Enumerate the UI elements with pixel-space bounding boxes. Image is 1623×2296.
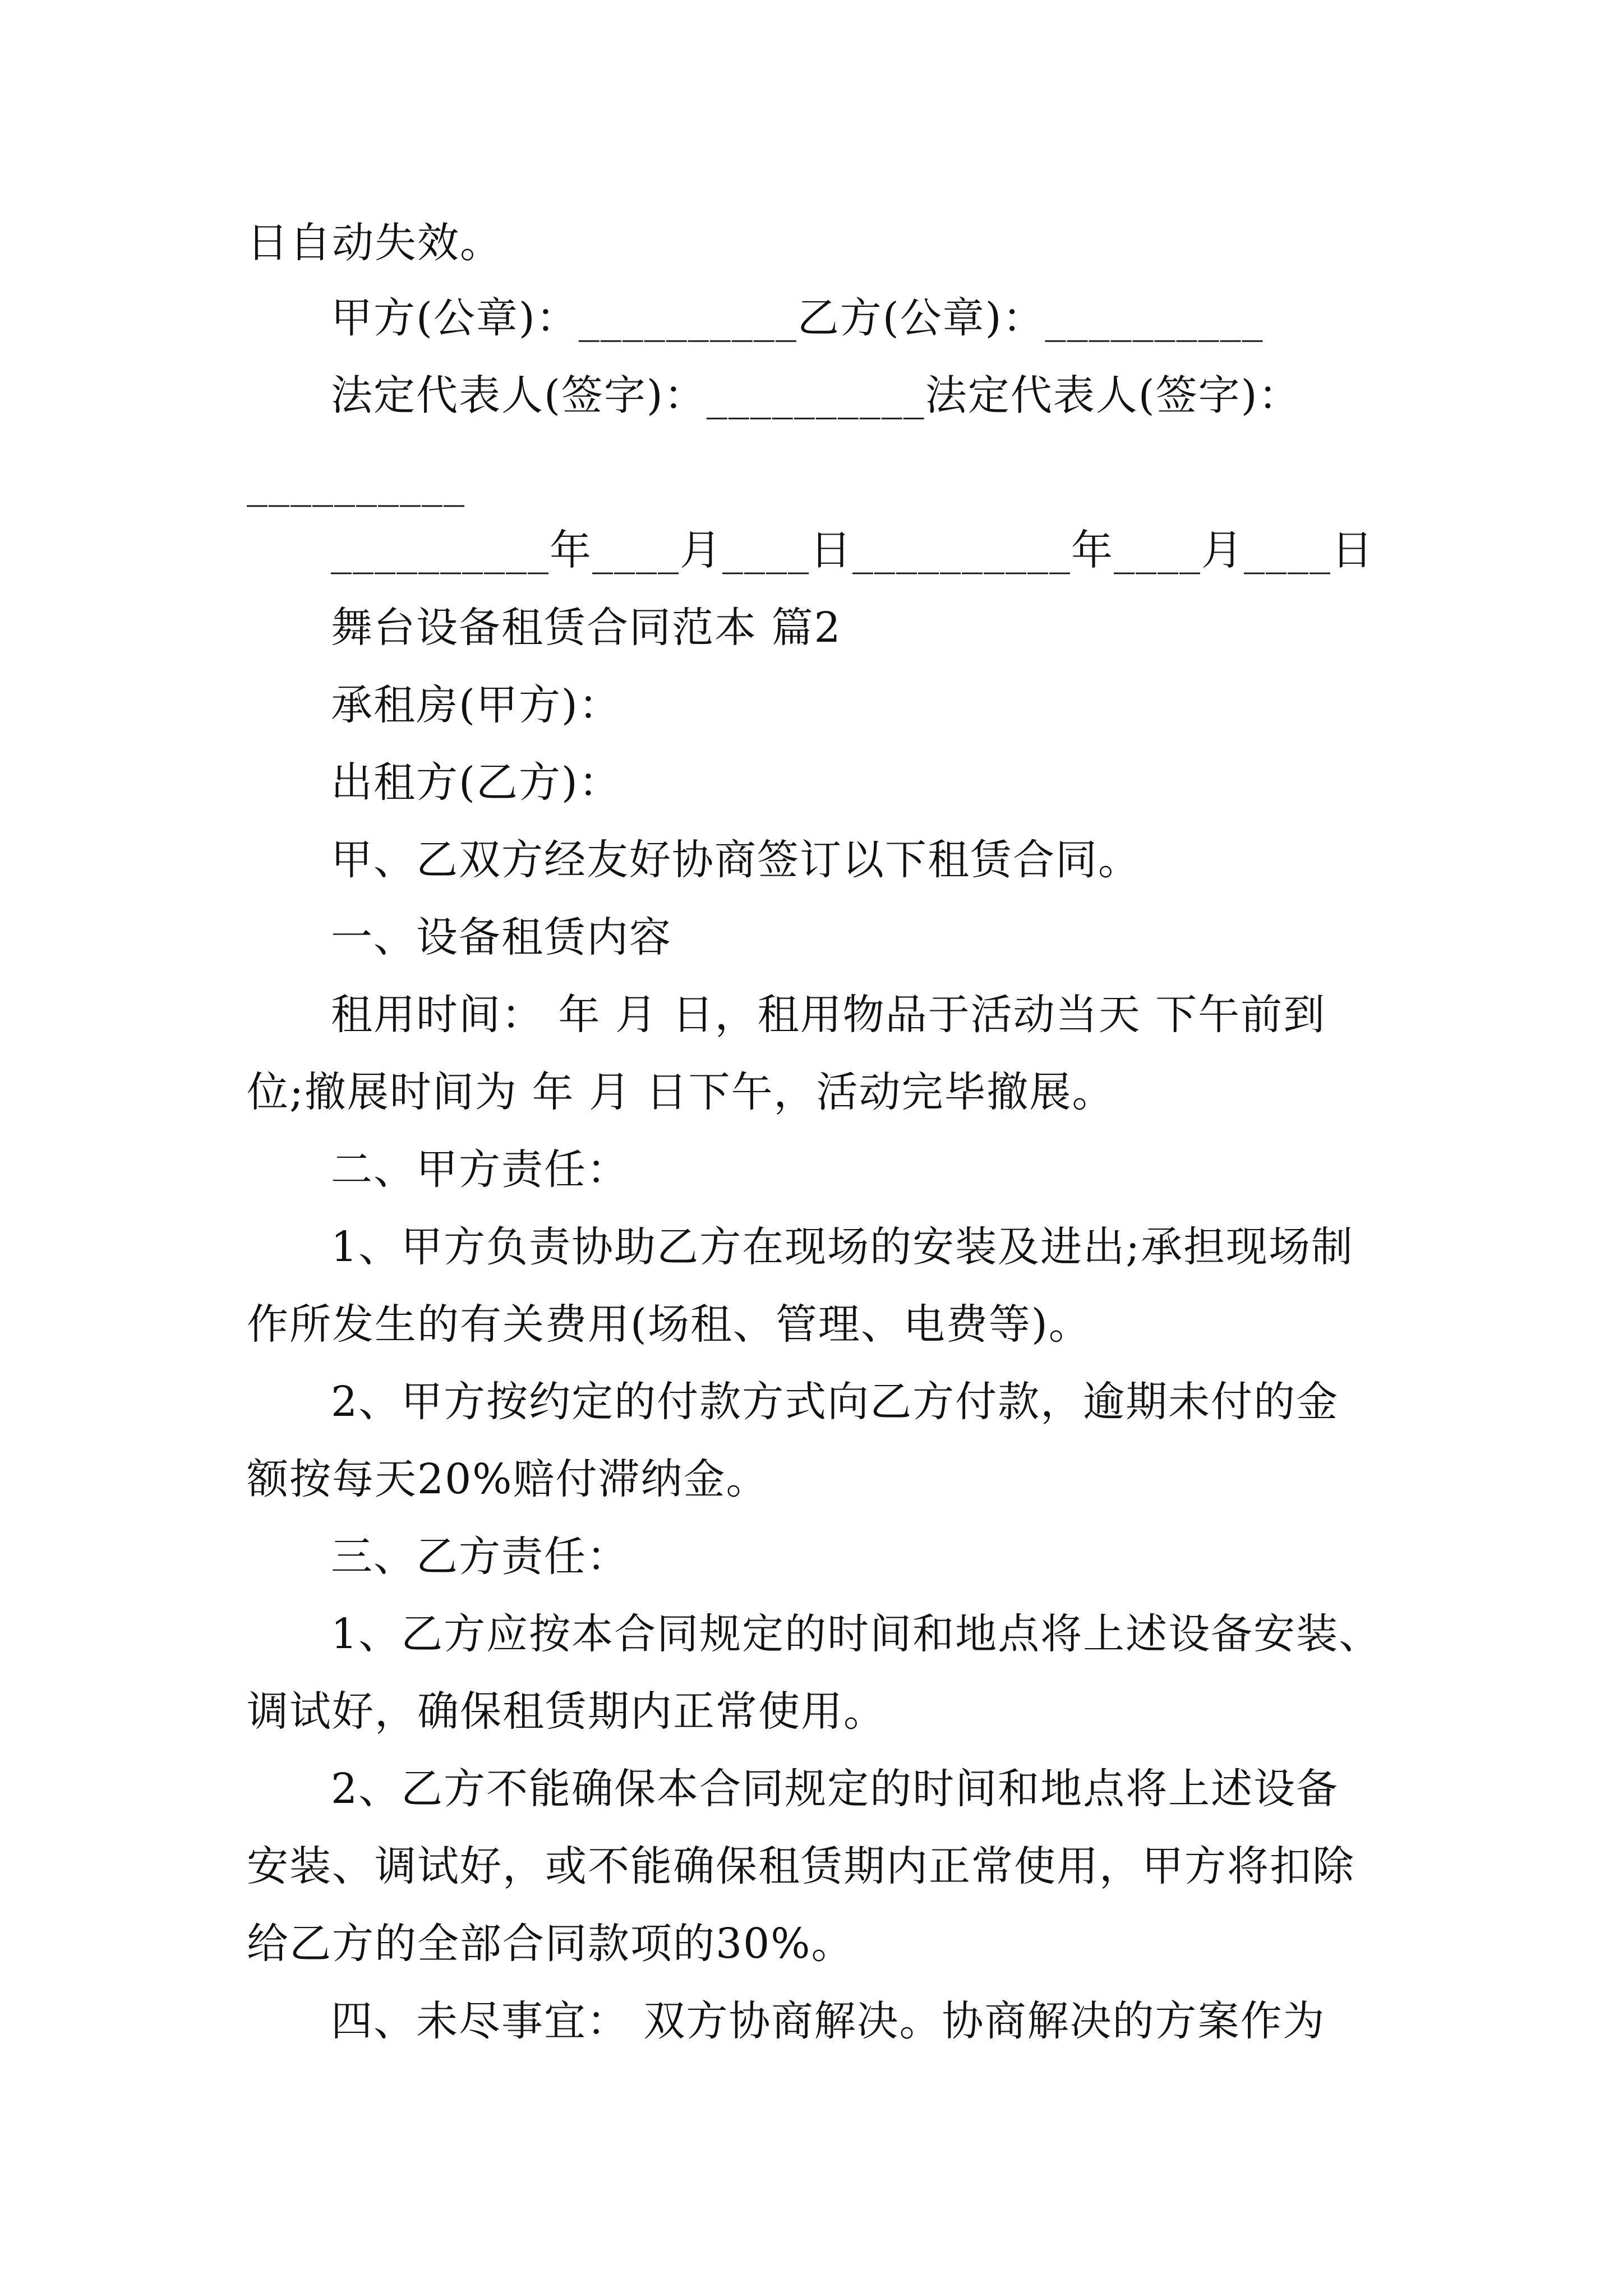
clause-heading-4: 四、未尽事宜： 双方协商解决。协商解决的方案作为 [331, 1997, 1326, 2045]
lessee-line: 承租房(甲方)： [331, 681, 621, 729]
clause-text: 作所发生的有关费用(场租、管理、电费等)。 [247, 1300, 1091, 1349]
agreement-intro: 甲、乙双方经友好协商签订以下租赁合同。 [331, 836, 1141, 884]
clause-heading-3: 三、乙方责任： [331, 1533, 629, 1581]
clause-heading-2: 二、甲方责任： [331, 1145, 629, 1194]
clause-text: 1、甲方负责协助乙方在现场的安装及进出;承担现场制 [331, 1223, 1354, 1271]
date-line: __________年____月____日__________年____月____日 [331, 526, 1374, 574]
clause-text: 给乙方的全部合同款项的30%。 [247, 1920, 854, 1968]
clause-text: 1、乙方应按本合同规定的时间和地点将上述设备安装、 [331, 1610, 1382, 1658]
lessor-line: 出租方(乙方)： [331, 758, 621, 807]
clause-text: 2、甲方按约定的付款方式向乙方付款，逾期未付的金 [331, 1378, 1339, 1426]
seal-line: 甲方(公章)：__________乙方(公章)：__________ [331, 294, 1264, 342]
clause-text: 2、乙方不能确保本合同规定的时间和地点将上述设备 [331, 1765, 1339, 1813]
clause-text: 调试好，确保租赁期内正常使用。 [247, 1687, 886, 1736]
clause-text: 租用时间： 年 月 日，租用物品于活动当天 下午前到 [331, 991, 1326, 1039]
clause-heading-1: 一、设备租赁内容 [331, 913, 672, 961]
clause-text: 位;撤展时间为 年 月 日下午，活动完毕撤展。 [247, 1068, 1115, 1116]
signature-line: 法定代表人(签字)：__________法定代表人(签字)： [331, 371, 1301, 420]
clause-text: 额按每天20%赔付滞纳金。 [247, 1455, 769, 1503]
clause-text: 安装、调试好，或不能确保租赁期内正常使用，甲方将扣除 [247, 1842, 1355, 1890]
section-title: 舞台设备租赁合同范本 篇2 [331, 604, 842, 652]
signature-blank-line: __________ [247, 459, 465, 507]
text-line-continuation: 日自动失效。 [247, 219, 502, 267]
